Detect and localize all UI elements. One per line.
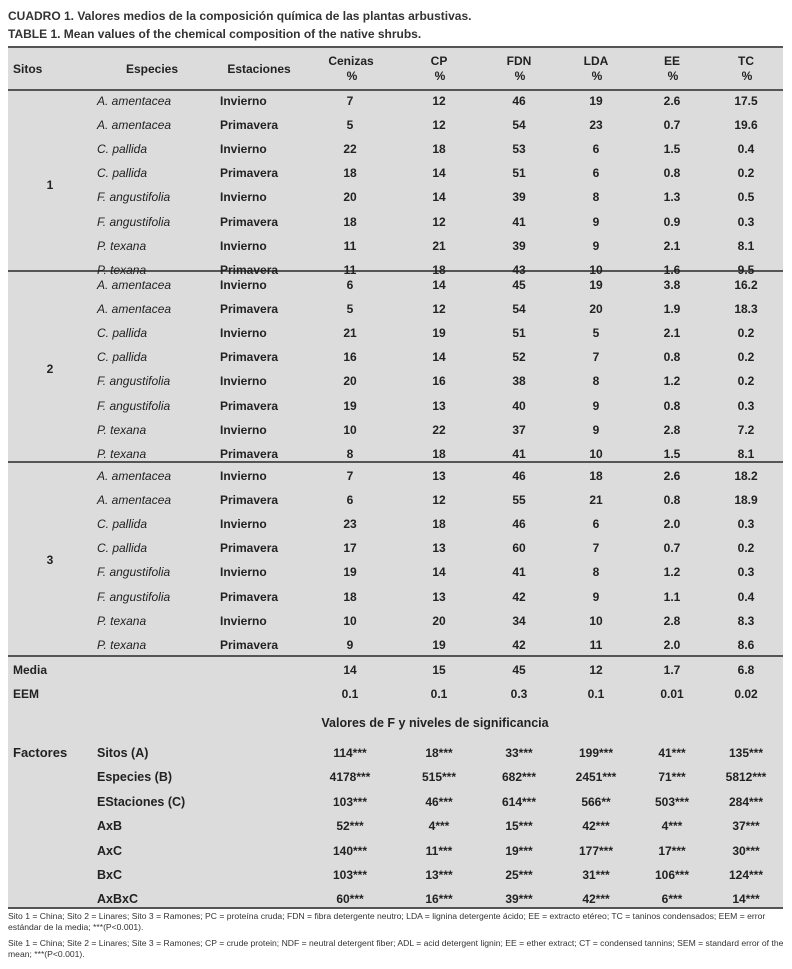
value-cell: 37 — [512, 423, 526, 437]
value-cell: 10 — [589, 263, 603, 277]
season-cell: Invierno — [220, 278, 267, 292]
value-cell: 0.8 — [663, 166, 681, 180]
factor-value: 42*** — [582, 892, 610, 906]
value-cell: 9 — [592, 423, 600, 437]
value-cell: 17.5 — [734, 94, 758, 108]
value-cell: 2.8 — [663, 614, 681, 628]
species-cell: F. angustifolia — [97, 590, 171, 604]
species-cell: F. angustifolia — [97, 374, 171, 388]
value-cell: 55 — [512, 493, 526, 507]
value-cell: 19 — [589, 94, 603, 108]
value-cell: 14 — [432, 190, 446, 204]
value-cell: 9 — [592, 215, 600, 229]
value-cell: 6 — [346, 278, 354, 292]
value-cell: 43 — [512, 263, 526, 277]
value-cell: 18.2 — [734, 469, 758, 483]
season-cell: Invierno — [220, 94, 267, 108]
value-cell: 1.2 — [663, 374, 681, 388]
value-cell: 13 — [432, 399, 446, 413]
species-cell: A. amentacea — [97, 278, 172, 292]
value-cell: 20 — [589, 302, 603, 316]
value-cell: 0.2 — [737, 374, 755, 388]
season-cell: Invierno — [220, 423, 267, 437]
factor-value: 103*** — [332, 795, 368, 809]
factor-value: 17*** — [658, 844, 686, 858]
value-cell: 10 — [343, 423, 357, 437]
value-cell: 18 — [432, 517, 446, 531]
value-cell: 8 — [592, 565, 600, 579]
factor-value: 33*** — [505, 746, 533, 760]
species-cell: P. texana — [97, 239, 147, 253]
value-cell: 12 — [432, 302, 446, 316]
value-cell: 20 — [343, 374, 357, 388]
value-cell: 0.9 — [663, 215, 681, 229]
factor-value: 140*** — [332, 844, 368, 858]
value-cell: 10 — [343, 614, 357, 628]
value-cell: 1.1 — [663, 590, 681, 604]
species-cell: F. angustifolia — [97, 215, 171, 229]
site-label-2: 2 — [46, 362, 54, 376]
summary-value: 1.7 — [663, 663, 681, 677]
value-cell: 13 — [432, 541, 446, 555]
species-cell: F. angustifolia — [97, 565, 171, 579]
season-cell: Primavera — [220, 399, 279, 413]
value-cell: 0.3 — [737, 215, 755, 229]
rule-top — [8, 46, 783, 48]
value-cell: 11 — [589, 638, 603, 652]
factor-value: 11*** — [425, 844, 453, 858]
footnote-en: Site 1 = China; Site 2 = Linares; Site 3 = Ramones; CP = crude protein; NDF = neutral detergent fiber; ADL = acid detergent lignin; EE = ether extract; CT = condensed tannins; SEM = standard error of the mean; ***(P<0.001). — [8, 938, 784, 959]
value-cell: 1.5 — [663, 447, 681, 461]
value-cell: 9 — [592, 590, 600, 604]
factor-value: 19*** — [505, 844, 533, 858]
value-cell: 16.2 — [734, 278, 758, 292]
factor-name: BxC — [97, 868, 123, 882]
value-cell: 45 — [512, 278, 526, 292]
value-cell: 41 — [512, 215, 526, 229]
value-cell: 18 — [432, 447, 446, 461]
value-cell: 8 — [346, 447, 354, 461]
season-cell: Primavera — [220, 447, 279, 461]
value-cell: 1.9 — [663, 302, 681, 316]
value-cell: 1.2 — [663, 565, 681, 579]
species-cell: F. angustifolia — [97, 399, 171, 413]
value-cell: 0.4 — [737, 142, 755, 156]
species-cell: F. angustifolia — [97, 190, 171, 204]
value-cell: 46 — [512, 469, 526, 483]
value-cell: 0.7 — [663, 541, 681, 555]
value-cell: 18 — [343, 166, 357, 180]
header-lda-unit: % — [591, 69, 603, 83]
factor-name: AxBxC — [97, 892, 138, 906]
factor-name: EStaciones (C) — [97, 795, 186, 809]
species-cell: C. pallida — [97, 142, 148, 156]
season-cell: Invierno — [220, 565, 267, 579]
species-cell: A. amentacea — [97, 469, 172, 483]
factor-name: AxC — [97, 844, 123, 858]
header-cenizas-name: Cenizas — [328, 54, 374, 68]
factor-value: 135*** — [728, 746, 764, 760]
season-cell: Primavera — [220, 350, 279, 364]
header-lda-name: LDA — [583, 54, 609, 68]
value-cell: 19 — [343, 399, 357, 413]
value-cell: 46 — [512, 94, 526, 108]
value-cell: 6 — [346, 493, 354, 507]
value-cell: 12 — [432, 493, 446, 507]
value-cell: 8.6 — [737, 638, 755, 652]
rule-header-bottom — [8, 89, 783, 91]
summary-value: 15 — [432, 663, 446, 677]
factor-value: 5812*** — [725, 770, 767, 784]
value-cell: 53 — [512, 142, 526, 156]
value-cell: 40 — [512, 399, 526, 413]
summary-value: 45 — [512, 663, 526, 677]
footnote-es: Sito 1 = China; Sito 2 = Linares; Sito 3 = Ramones; PC = proteína cruda; FDN = fibra detergente neutro; LDA = lignina detergente ácido; EE = extracto etéreo; TC = taninos condensados; EEM = error estándar de la media; ***(P<0.001). — [8, 911, 766, 932]
factor-value: 503*** — [654, 795, 690, 809]
factor-value: 16*** — [425, 892, 453, 906]
season-cell: Primavera — [220, 263, 279, 277]
value-cell: 19 — [432, 638, 446, 652]
factor-name: Sitos (A) — [97, 746, 149, 760]
header-ee-name: EE — [663, 54, 680, 68]
value-cell: 21 — [589, 493, 603, 507]
header-tc-unit: % — [741, 69, 753, 83]
factor-value: 13*** — [425, 868, 453, 882]
header-fdn-name: FDN — [506, 54, 532, 68]
value-cell: 23 — [343, 517, 357, 531]
value-cell: 46 — [512, 517, 526, 531]
header-ee-unit: % — [667, 69, 679, 83]
value-cell: 0.8 — [663, 493, 681, 507]
summary-value: 12 — [589, 663, 603, 677]
factor-value: 30*** — [732, 844, 760, 858]
value-cell: 8 — [592, 374, 600, 388]
value-cell: 19 — [432, 326, 446, 340]
summary-value: 6.8 — [737, 663, 755, 677]
season-cell: Invierno — [220, 190, 267, 204]
value-cell: 3.8 — [663, 278, 681, 292]
value-cell: 0.3 — [737, 565, 755, 579]
value-cell: 41 — [512, 447, 526, 461]
factor-value: 18*** — [425, 746, 453, 760]
factor-value: 515*** — [421, 770, 457, 784]
value-cell: 9 — [592, 399, 600, 413]
factor-value: 106*** — [654, 868, 690, 882]
species-cell: C. pallida — [97, 541, 148, 555]
factor-value: 15*** — [505, 819, 533, 833]
header-tc-name: TC — [738, 54, 754, 68]
summary-value: 0.01 — [660, 687, 684, 701]
value-cell: 10 — [589, 447, 603, 461]
value-cell: 11 — [343, 263, 357, 277]
species-cell: P. texana — [97, 447, 147, 461]
value-cell: 2.1 — [663, 239, 681, 253]
value-cell: 7 — [346, 94, 354, 108]
value-cell: 8.1 — [737, 447, 755, 461]
value-cell: 22 — [343, 142, 357, 156]
summary-value: 0.1 — [587, 687, 605, 701]
factor-value: 177*** — [578, 844, 614, 858]
value-cell: 5 — [346, 118, 354, 132]
value-cell: 0.2 — [737, 541, 755, 555]
factor-value: 614*** — [501, 795, 537, 809]
factor-value: 4*** — [661, 819, 683, 833]
value-cell: 51 — [512, 166, 526, 180]
value-cell: 22 — [432, 423, 446, 437]
header-estaciones: Estaciones — [227, 62, 291, 76]
factor-value: 114*** — [333, 746, 367, 760]
season-cell: Invierno — [220, 517, 267, 531]
value-cell: 39 — [512, 239, 526, 253]
value-cell: 54 — [512, 118, 526, 132]
factor-value: 4178*** — [329, 770, 371, 784]
value-cell: 6 — [592, 142, 600, 156]
factor-value: 2451*** — [575, 770, 617, 784]
factor-value: 25*** — [505, 868, 533, 882]
summary-label: EEM — [13, 687, 40, 701]
value-cell: 20 — [343, 190, 357, 204]
value-cell: 6 — [592, 517, 600, 531]
header-especies: Especies — [125, 62, 179, 76]
factor-value: 4*** — [428, 819, 450, 833]
season-cell: Invierno — [220, 142, 267, 156]
header-cp-unit: % — [434, 69, 446, 83]
value-cell: 9 — [346, 638, 354, 652]
season-cell: Primavera — [220, 638, 279, 652]
season-cell: Primavera — [220, 541, 279, 555]
value-cell: 7.2 — [737, 423, 755, 437]
species-cell: A. amentacea — [97, 302, 172, 316]
value-cell: 18 — [432, 142, 446, 156]
summary-value: 0.3 — [510, 687, 528, 701]
value-cell: 13 — [432, 590, 446, 604]
rule-site-3-end — [8, 655, 783, 657]
factor-value: 103*** — [332, 868, 368, 882]
value-cell: 18 — [343, 590, 357, 604]
value-cell: 5 — [592, 326, 600, 340]
value-cell: 17 — [343, 541, 357, 555]
value-cell: 9.5 — [737, 263, 755, 277]
value-cell: 34 — [512, 614, 526, 628]
header-fdn-unit: % — [514, 69, 526, 83]
value-cell: 42 — [512, 590, 526, 604]
value-cell: 7 — [592, 350, 600, 364]
species-cell: A. amentacea — [97, 493, 172, 507]
season-cell: Primavera — [220, 302, 279, 316]
season-cell: Primavera — [220, 215, 279, 229]
value-cell: 2.6 — [663, 469, 681, 483]
species-cell: P. texana — [97, 614, 147, 628]
value-cell: 42 — [512, 638, 526, 652]
value-cell: 5 — [346, 302, 354, 316]
f-section-title: Valores de F y niveles de significancia — [321, 716, 549, 730]
value-cell: 41 — [512, 565, 526, 579]
rule-bottom — [8, 907, 783, 909]
season-cell: Primavera — [220, 493, 279, 507]
summary-value: 0.02 — [734, 687, 758, 701]
species-cell: A. amentacea — [97, 118, 172, 132]
value-cell: 2.6 — [663, 94, 681, 108]
season-cell: Primavera — [220, 166, 279, 180]
species-cell: C. pallida — [97, 326, 148, 340]
summary-value: 0.1 — [341, 687, 359, 701]
value-cell: 0.7 — [663, 118, 681, 132]
season-cell: Primavera — [220, 118, 279, 132]
factor-value: 566** — [581, 795, 611, 809]
value-cell: 1.5 — [663, 142, 681, 156]
species-cell: C. pallida — [97, 350, 148, 364]
factor-value: 52*** — [336, 819, 364, 833]
factor-value: 14*** — [732, 892, 760, 906]
factor-name: AxB — [97, 819, 123, 833]
value-cell: 0.2 — [737, 166, 755, 180]
factor-value: 71*** — [658, 770, 686, 784]
value-cell: 18.3 — [734, 302, 758, 316]
species-cell: P. texana — [97, 423, 147, 437]
factor-value: 199*** — [578, 746, 614, 760]
species-cell: C. pallida — [97, 517, 148, 531]
value-cell: 0.2 — [737, 350, 755, 364]
value-cell: 2.0 — [663, 517, 681, 531]
value-cell: 16 — [432, 374, 446, 388]
value-cell: 2.1 — [663, 326, 681, 340]
header-cp-name: CP — [430, 54, 448, 68]
value-cell: 14 — [432, 166, 446, 180]
value-cell: 12 — [432, 94, 446, 108]
value-cell: 0.5 — [737, 190, 755, 204]
value-cell: 19 — [589, 278, 603, 292]
factors-label: Factores — [13, 745, 68, 760]
value-cell: 7 — [592, 541, 600, 555]
value-cell: 52 — [512, 350, 526, 364]
season-cell: Primavera — [220, 590, 279, 604]
value-cell: 14 — [432, 350, 446, 364]
summary-label: Media — [13, 663, 48, 677]
species-cell: P. texana — [97, 263, 147, 277]
value-cell: 39 — [512, 190, 526, 204]
value-cell: 60 — [512, 541, 526, 555]
season-cell: Invierno — [220, 469, 267, 483]
value-cell: 38 — [512, 374, 526, 388]
summary-value: 0.1 — [430, 687, 448, 701]
factor-value: 682*** — [501, 770, 537, 784]
value-cell: 20 — [432, 614, 446, 628]
value-cell: 18 — [589, 469, 603, 483]
value-cell: 18 — [432, 263, 446, 277]
value-cell: 23 — [589, 118, 603, 132]
value-cell: 1.6 — [663, 263, 681, 277]
species-cell: C. pallida — [97, 166, 148, 180]
site-label-3: 3 — [46, 553, 54, 567]
value-cell: 2.0 — [663, 638, 681, 652]
value-cell: 18.9 — [734, 493, 758, 507]
factor-value: 42*** — [582, 819, 610, 833]
factor-value: 37*** — [732, 819, 760, 833]
value-cell: 12 — [432, 215, 446, 229]
factor-value: 124*** — [728, 868, 764, 882]
value-cell: 11 — [343, 239, 357, 253]
factor-value: 41*** — [658, 746, 686, 760]
value-cell: 14 — [432, 565, 446, 579]
season-cell: Invierno — [220, 326, 267, 340]
factor-value: 284*** — [728, 795, 764, 809]
value-cell: 19.6 — [734, 118, 758, 132]
value-cell: 6 — [592, 166, 600, 180]
site-label-1: 1 — [46, 178, 54, 192]
factor-value: 6*** — [661, 892, 683, 906]
value-cell: 10 — [589, 614, 603, 628]
season-cell: Invierno — [220, 374, 267, 388]
season-cell: Invierno — [220, 614, 267, 628]
value-cell: 21 — [432, 239, 446, 253]
value-cell: 0.3 — [737, 517, 755, 531]
value-cell: 9 — [592, 239, 600, 253]
value-cell: 16 — [343, 350, 357, 364]
value-cell: 2.8 — [663, 423, 681, 437]
factor-value: 39*** — [505, 892, 533, 906]
summary-value: 14 — [343, 663, 357, 677]
factor-value: 31*** — [582, 868, 610, 882]
value-cell: 0.2 — [737, 326, 755, 340]
factor-value: 60*** — [336, 892, 364, 906]
value-cell: 21 — [343, 326, 357, 340]
value-cell: 0.8 — [663, 399, 681, 413]
value-cell: 51 — [512, 326, 526, 340]
factor-value: 46*** — [425, 795, 453, 809]
value-cell: 13 — [432, 469, 446, 483]
header-cenizas-unit: % — [346, 69, 358, 83]
value-cell: 19 — [343, 565, 357, 579]
value-cell: 12 — [432, 118, 446, 132]
species-cell: P. texana — [97, 638, 147, 652]
value-cell: 14 — [432, 278, 446, 292]
value-cell: 7 — [346, 469, 354, 483]
season-cell: Invierno — [220, 239, 267, 253]
value-cell: 0.4 — [737, 590, 755, 604]
value-cell: 18 — [343, 215, 357, 229]
factor-name: Especies (B) — [97, 770, 173, 784]
header-sitos: Sitos — [13, 62, 43, 76]
species-cell: A. amentacea — [97, 94, 172, 108]
value-cell: 8.3 — [737, 614, 755, 628]
table-title-en: TABLE 1. Mean values of the chemical composition of the native shrubs. — [8, 27, 422, 41]
value-cell: 0.3 — [737, 399, 755, 413]
value-cell: 8.1 — [737, 239, 755, 253]
value-cell: 1.3 — [663, 190, 681, 204]
rule-site-2-end — [8, 461, 783, 463]
value-cell: 0.8 — [663, 350, 681, 364]
value-cell: 54 — [512, 302, 526, 316]
table-title-es: CUADRO 1. Valores medios de la composición química de las plantas arbustivas. — [8, 9, 472, 23]
value-cell: 8 — [592, 190, 600, 204]
